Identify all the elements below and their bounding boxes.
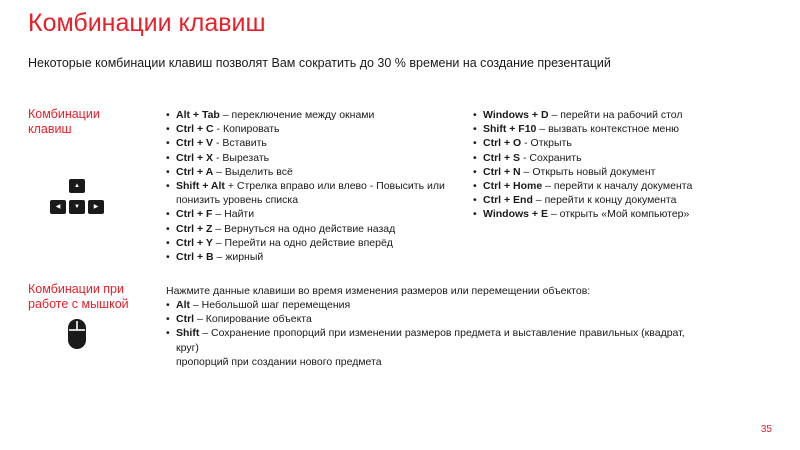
page-number: 35 xyxy=(760,424,772,435)
shortcut-description: – вызвать контекстное меню xyxy=(536,123,680,136)
shortcut-description: - Сохранить xyxy=(520,151,582,164)
shortcut-key: Windows + D xyxy=(483,109,549,121)
shortcut-key: Alt xyxy=(176,299,190,311)
shortcut-description: – перейти на рабочий стол xyxy=(548,109,683,121)
shortcut-description: – жирный xyxy=(213,251,264,264)
shortcut-key: Shift + F10 xyxy=(483,123,537,136)
shortcut-item xyxy=(166,312,786,326)
shortcut-item xyxy=(473,193,773,207)
computer-mouse-icon xyxy=(67,318,87,350)
shortcut-continuation-line xyxy=(166,355,786,369)
shortcut-key: Ctrl + Z xyxy=(176,222,213,235)
shortcut-item xyxy=(166,250,461,264)
slide-subtitle: Некоторые комбинации клавиш позволят Вам сократить до 30 % времени на создание презентаций xyxy=(28,56,611,70)
shortcut-item xyxy=(166,136,461,150)
shortcut-key: Ctrl + X xyxy=(176,151,214,164)
shortcut-description: пропорций при создании нового предмета xyxy=(176,355,382,368)
shortcut-key: Ctrl + C xyxy=(176,123,214,136)
shortcut-key: Ctrl + O xyxy=(483,137,522,150)
shortcut-key: Ctrl + Home xyxy=(483,180,543,193)
arrow-up-key-icon: ▲ xyxy=(69,179,85,193)
shortcut-item xyxy=(166,151,461,165)
shortcut-item xyxy=(166,108,461,122)
shortcut-key: Ctrl + S xyxy=(483,151,521,164)
slide-title: Комбинации клавиш xyxy=(28,9,266,37)
shortcut-item xyxy=(166,326,701,354)
shortcut-description: – Найти xyxy=(212,208,255,221)
shortcut-item xyxy=(166,236,461,250)
shortcut-description: – переключение между окнами xyxy=(219,109,375,121)
keyboard-shortcuts-left-list xyxy=(166,108,461,264)
arrow-left-key-icon: ◀ xyxy=(50,200,66,214)
shortcut-item xyxy=(166,222,461,236)
shortcut-item xyxy=(473,136,773,150)
arrow-right-key-icon: ▶ xyxy=(88,200,104,214)
shortcut-key: Ctrl + Y xyxy=(176,236,213,249)
shortcut-description: + Стрелка вправо или влево - Повысить или понизить уровень списка xyxy=(176,180,445,207)
shortcut-key: Shift + Alt xyxy=(176,180,225,193)
shortcut-key: Shift xyxy=(176,327,200,340)
shortcut-key: Ctrl + A xyxy=(176,165,214,178)
shortcut-description: – Перейти на одно действие вперёд xyxy=(212,236,393,249)
shortcut-description: – Копирование объекта xyxy=(194,313,312,326)
shortcut-description: – Сохранение пропорций при изменении размеров предмета и выставление правильных (квадрат, круг) xyxy=(176,327,685,354)
shortcut-item xyxy=(473,165,773,179)
shortcut-item xyxy=(166,298,786,312)
shortcut-item xyxy=(473,207,773,221)
shortcut-description: - Вставить xyxy=(213,137,267,150)
shortcut-item xyxy=(473,108,773,122)
shortcut-description: - Копировать xyxy=(213,123,280,136)
shortcut-description: – Вернуться на одно действие назад xyxy=(212,222,396,235)
shortcut-item xyxy=(473,122,773,136)
arrow-down-key-icon: ▼ xyxy=(69,200,85,214)
shortcut-key: Ctrl + N xyxy=(483,165,521,178)
shortcut-description: – Выделить всё xyxy=(213,165,293,178)
shortcut-item xyxy=(473,151,773,165)
mouse-section-intro: Нажмите данные клавиши во время изменения размеров или перемещении объектов: xyxy=(166,285,591,297)
shortcut-key: Ctrl + V xyxy=(176,137,214,150)
shortcut-item xyxy=(166,122,461,136)
shortcut-item xyxy=(473,179,773,193)
shortcut-description: – перейти к концу документа xyxy=(532,194,677,207)
shortcut-key: Ctrl xyxy=(176,313,195,326)
keyboard-shortcuts-right-list xyxy=(473,108,773,222)
shortcut-description: - Открыть xyxy=(521,137,572,150)
shortcut-description: - Вырезать xyxy=(213,151,270,164)
shortcut-description: – Открыть новый документ xyxy=(520,165,656,178)
shortcut-item xyxy=(166,165,461,179)
shortcut-key: Ctrl + F xyxy=(176,208,213,221)
shortcut-key: Ctrl + B xyxy=(176,251,214,264)
shortcut-item xyxy=(166,207,461,221)
shortcut-key: Windows + E xyxy=(483,208,548,221)
shortcut-item xyxy=(166,179,461,207)
shortcut-key: Alt + Tab xyxy=(176,109,220,121)
shortcut-description: – Небольшой шаг перемещения xyxy=(190,299,351,311)
shortcut-description: – открыть «Мой компьютер» xyxy=(547,208,690,221)
arrow-keys-icon xyxy=(48,179,108,217)
shortcut-key: Ctrl + End xyxy=(483,194,533,207)
keyboard-section-label: Комбинации клавиш xyxy=(28,107,100,136)
mouse-section-label: Комбинации при работе с мышкой xyxy=(28,282,129,311)
mouse-shortcuts-list xyxy=(166,298,786,369)
shortcut-description: – перейти к началу документа xyxy=(542,180,693,193)
